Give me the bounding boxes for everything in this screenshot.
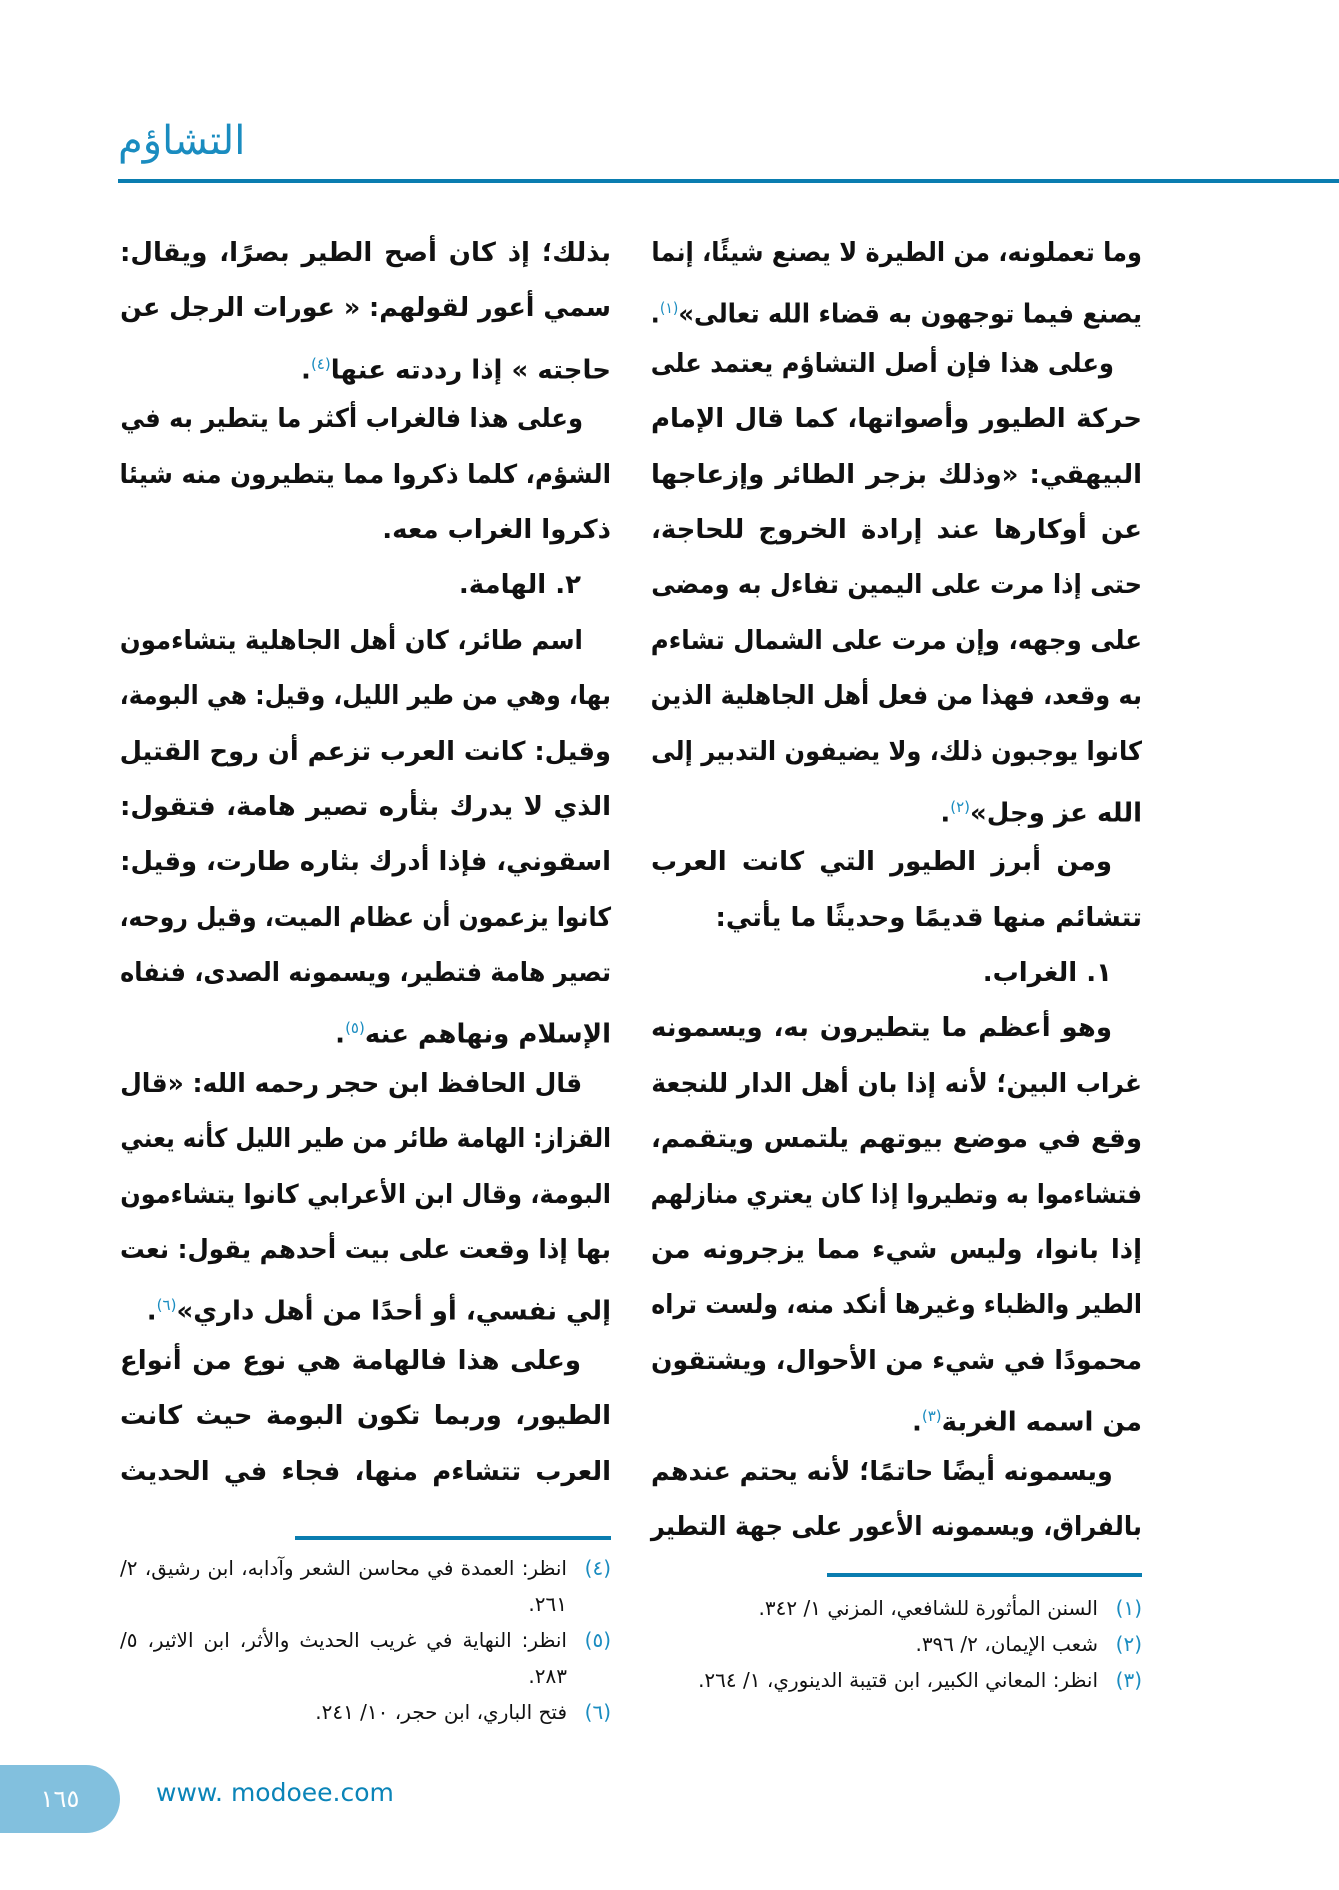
text-line [651,835,1142,890]
footnote-number: (٤) [584,1556,611,1580]
text-line [651,946,1142,1001]
footnote-number: (٥) [584,1628,611,1652]
text-line [120,835,611,890]
text-line [651,1223,1142,1278]
text-line [650,1168,1142,1223]
text-line [651,780,1142,835]
footnote-text: شعب الإيمان، ٢/ ٣٩٦. [915,1632,1098,1656]
line-text: وهو أعظم ما يتطيرون به، ويسمونه [651,1013,1112,1044]
line-text: عن أوكارها عند إرادة الخروج للحاجة، [651,514,1142,545]
footnote-text: انظر: المعاني الكبير، ابن قتيبة الدينوري، ١/ ٢٦٤. [698,1668,1098,1692]
header-rule [118,179,1339,183]
line-punct: . [146,1297,157,1328]
text-line [120,1057,611,1112]
line-text: بها، وهي من طير الليل، وقيل: هي البومة، [119,681,611,712]
line-text: الشؤم، كلما ذكروا مما يتطيرون منه شيئا [119,459,611,490]
text-line [651,1334,1142,1389]
line-text: إلي نفسي، أو أحدًا من أهل داري» [176,1297,611,1328]
line-text: الطيور، وربما تكون البومة حيث كانت [120,1401,611,1432]
footnote-separator-right [827,1573,1142,1577]
running-header-title: التشاؤم [118,118,246,164]
line-text: حركة الطيور وأصواتها، كما قال الإمام [651,404,1142,435]
line-text: وعلى هذا فإن أصل التشاؤم يعتمد على [650,348,1114,379]
line-text: حتى إذا مرت على اليمين تفاءل به ومضى [651,570,1142,601]
line-text: ١. الغراب. [982,958,1112,989]
text-line [651,1112,1142,1167]
footnote [651,1626,1142,1662]
text-line [651,891,1142,946]
footnote-number: (٣) [1115,1668,1142,1692]
footnote-text: فتح الباري، ابن حجر، ١٠/ ٢٤١. [315,1700,567,1724]
text-line [119,725,611,780]
line-text: ويسمونه أيضًا حاتمًا؛ لأنه يحتم عندهم [650,1456,1113,1487]
text-line [120,1389,611,1444]
footnotes-right [651,1590,1142,1698]
line-text: وعلى هذا فالهامة هي نوع من أنواع [120,1345,581,1376]
line-text: البيهقي: «وذلك بزجر الطائر وإزعاجها [651,459,1142,490]
footnote-ref: (٥) [345,1019,365,1038]
footnote [651,1662,1142,1698]
text-line [120,1112,611,1167]
text-line [119,614,611,669]
line-text: محمودًا في شيء من الأحوال، ويشتقون [651,1345,1142,1376]
line-text: من اسمه الغربة [941,1407,1142,1438]
text-line [120,1445,611,1500]
text-line [651,392,1142,447]
text-line [120,1168,611,1223]
text-line [650,337,1142,392]
text-line [651,1057,1142,1112]
line-text: غراب البين؛ لأنه إذا بان أهل الدار للنجعة [651,1068,1142,1099]
footnote [120,1694,611,1730]
line-text: سمي أعور لقولهم: « عورات الرجل عن [120,293,612,324]
line-text: وعلى هذا فالغراب أكثر ما يتطير به في [120,404,584,435]
footnote-ref: (١) [659,299,679,318]
text-line [650,669,1142,724]
text-line [120,226,611,281]
line-text: الذي لا يدرك بثأره تصير هامة، فتقول: [120,791,611,822]
website-url: www. modoee.com [156,1778,394,1807]
line-text: كانوا يوجبون ذلك، ولا يضيفون التدبير إلى [651,736,1142,767]
line-text: ومن أبرز الطيور التي كانت العرب [651,847,1112,878]
text-line [119,448,611,503]
line-text: القزاز: الهامة طائر من طير الليل كأنه يعني [120,1124,611,1155]
text-line [119,669,611,724]
footnote-ref: (٢) [950,797,970,816]
line-text: إذا بانوا، وليس شيء مما يزجرونه من [651,1235,1142,1266]
line-punct: . [650,300,660,331]
footnote [120,1622,611,1694]
line-text: يصنع فيما توجهون به قضاء الله تعالى» [678,300,1142,331]
footnote-number: (٢) [1115,1632,1142,1656]
footnote-number: (٦) [584,1700,611,1724]
footnote-number: (١) [1115,1596,1142,1620]
line-text: قال الحافظ ابن حجر رحمه الله: «قال [120,1068,583,1099]
right-column [651,226,1142,1555]
footnote-text: السنن المأثورة للشافعي، المزني ١/ ٣٤٢. [758,1596,1098,1620]
line-text: وقيل: كانت العرب تزعم أن روح القتيل [119,736,611,767]
footnote [120,1550,611,1622]
text-line [651,558,1142,613]
line-text: وما تعملونه، من الطيرة لا يصنع شيئًا، إنما [651,238,1142,268]
line-text: به وقعد، فهذا من فعل أهل الجاهلية الذين [650,681,1142,712]
line-text: حاجته » إذا رددته عنها [330,355,611,386]
line-punct: . [940,798,951,829]
text-line [119,891,611,946]
footnotes-left [120,1550,611,1730]
text-line [651,1001,1142,1056]
footnote-separator-left [295,1536,611,1540]
line-text: بذلك؛ إذ كان أصح الطير بصرًا، ويقال: [120,238,611,268]
text-line [120,1334,611,1389]
line-text: الإسلام ونهاهم عنه [364,1020,611,1051]
line-text: اسم طائر، كان أهل الجاهلية يتشاءمون [119,625,583,656]
line-text: البومة، وقال ابن الأعرابي كانوا يتشاءمون [120,1179,611,1210]
text-line [651,503,1142,558]
line-punct: . [911,1407,922,1438]
line-text: تصير هامة فتطير، ويسمونه الصدى، فنفاه [120,958,612,989]
line-text: فتشاءموا به وتطيروا إذا كان يعتري منازلهم [650,1179,1142,1210]
text-line [120,946,612,1001]
text-line [651,448,1142,503]
text-line [651,725,1142,780]
line-text: اسقوني، فإذا أدرك بثاره طارت، وقيل: [120,847,611,878]
line-punct: . [335,1020,346,1051]
text-line [120,1001,611,1056]
line-text: كانوا يزعمون أن عظام الميت، وقيل روحه، [119,902,611,933]
text-line [651,1278,1142,1333]
text-line [120,780,611,835]
footnote [651,1590,1142,1626]
text-line [120,392,611,447]
text-line [120,503,611,558]
line-text: بالفراق، ويسمونه الأعور على جهة التطير [650,1511,1142,1542]
text-line [120,558,611,613]
left-column [120,226,611,1500]
line-text: العرب تتشاءم منها، فجاء في الحديث [120,1456,611,1487]
line-text: بها إذا وقعت على بيت أحدهم يقول: نعت [120,1235,611,1266]
line-text: تتشائم منها قديمًا وحديثًا ما يأتي: [715,902,1142,933]
text-line [650,1445,1142,1500]
text-line [120,1223,611,1278]
text-line [650,614,1142,669]
page-number-badge: ١٦٥ [0,1765,120,1833]
line-text: الله عز وجل» [970,798,1142,829]
line-text: الطير والظباء وغيرها أنكد منه، ولست تراه [651,1290,1142,1321]
text-line [120,337,611,392]
footnote-ref: (٣) [921,1407,942,1426]
text-line [650,281,1142,336]
line-text: ٢. الهامة. [458,570,581,601]
footnote-ref: (٦) [156,1296,177,1315]
line-text: على وجهه، وإن مرت على الشمال تشاءم [650,625,1142,656]
text-line [120,1278,611,1333]
text-line [651,226,1142,281]
footnote-text: انظر: العمدة في محاسن الشعر وآدابه، ابن رشيق، ٢/ ٢٦١. [120,1556,567,1616]
line-text: ذكروا الغراب معه. [382,514,611,545]
text-line [651,1389,1142,1444]
text-line [650,1500,1142,1555]
text-line [120,281,612,336]
line-text: وقع في موضع بيوتهم يلتمس ويتقمم، [651,1124,1142,1155]
line-punct: . [301,355,311,386]
footnote-ref: (٤) [310,354,331,373]
footnote-text: انظر: النهاية في غريب الحديث والأثر، ابن الاثير، ٥/ ٢٨٣. [120,1628,567,1688]
